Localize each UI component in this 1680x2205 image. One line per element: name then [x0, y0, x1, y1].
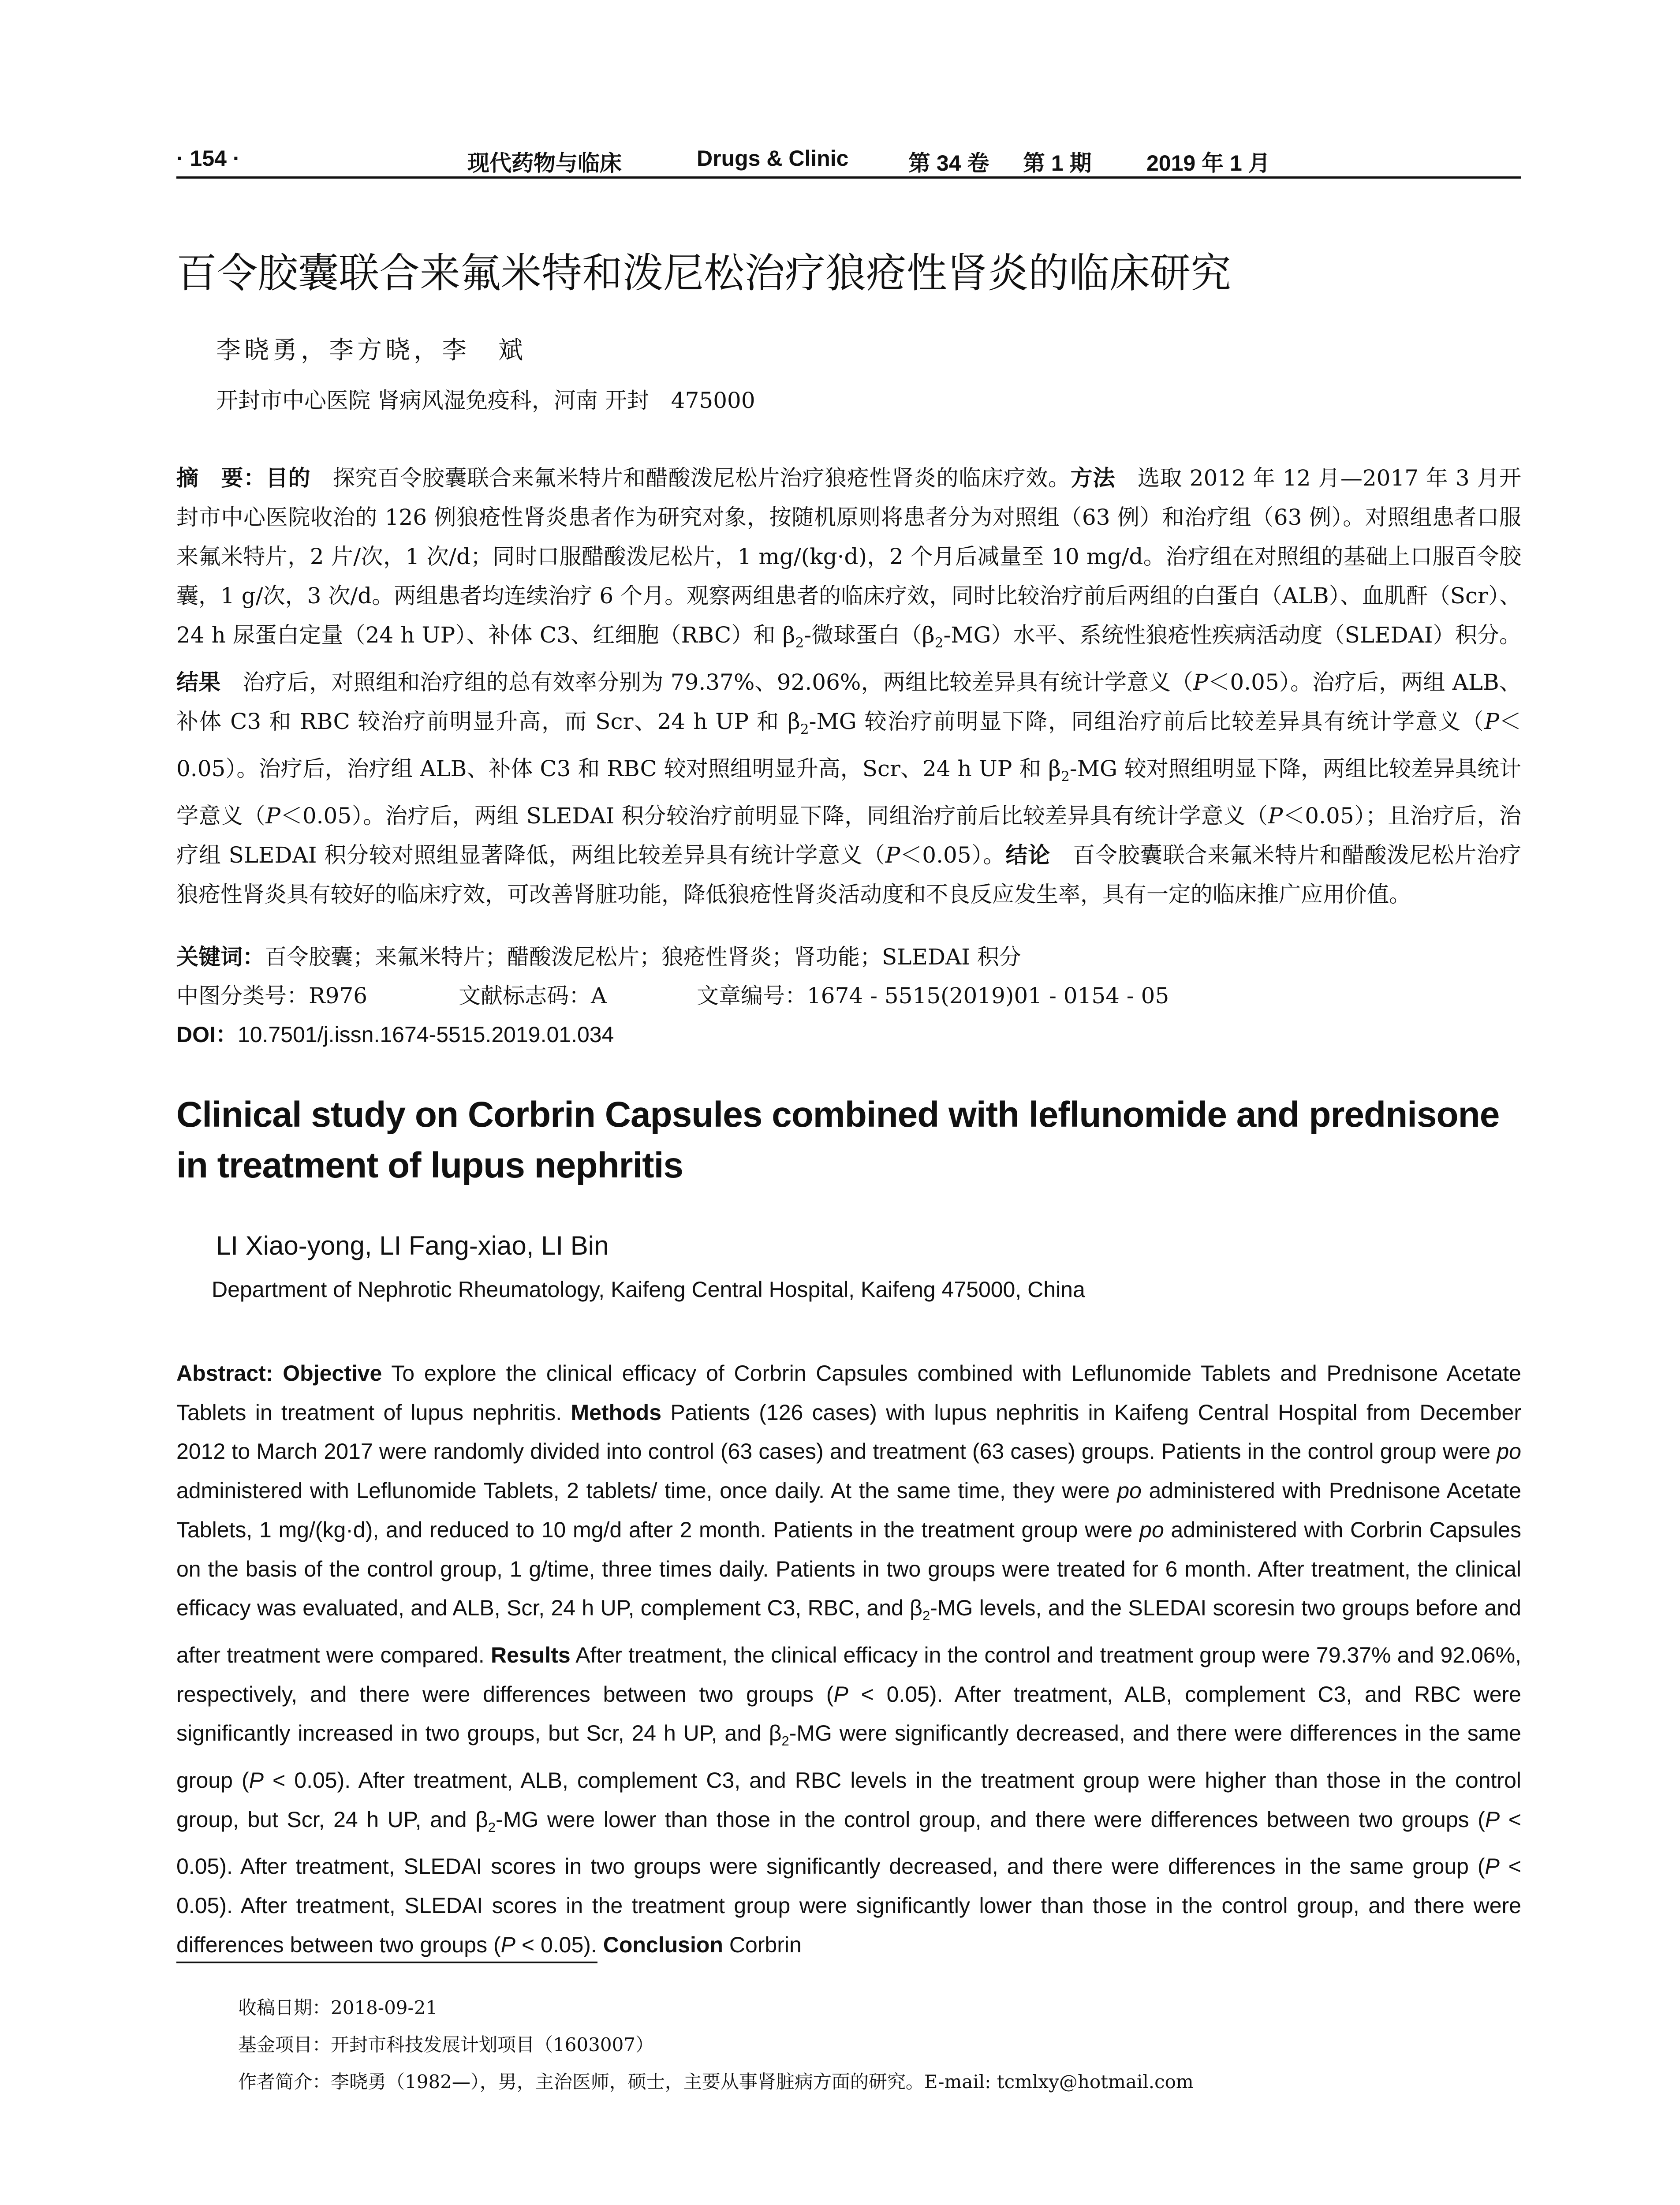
- conclusion-text-cn: 百令胶囊联合来氟米特片和醋酸泼尼松片治疗狼疮性肾炎具有较好的临床疗效，可改善肾脏功能，降低狼疮性肾炎活动度和不良反应发生率，具有一定的临床推广应用价值。: [176, 842, 1522, 907]
- p-value-symbol: P: [833, 1682, 848, 1707]
- footnote-fund: 基金项目：开封市科技发展计划项目（1603007）: [238, 2034, 654, 2056]
- issue: 第 1 期: [1023, 151, 1092, 176]
- results-text-cn: 治疗后，对照组和治疗组的总有效率分别为 79.37%、92.06%，两组比较差异具有统计学意义（: [220, 669, 1193, 695]
- results-label-cn: 结果: [176, 669, 221, 695]
- p-value-symbol: P: [500, 1932, 515, 1957]
- p-value-symbol: P: [265, 803, 280, 829]
- footnote-received: 收稿日期：2018-09-21: [238, 1997, 438, 2018]
- conclusion-label-en: Conclusion: [603, 1932, 723, 1957]
- issue-date: 2019 年 1 月: [1146, 151, 1270, 176]
- results-text-cn: ＜0.05）。治疗后，两组 SLEDAI 积分较治疗前明显下降，同组治疗前后比较差异具有统计学意义（: [280, 803, 1268, 829]
- authors-cn: 李晓勇，李方晓，李 斌: [216, 336, 526, 365]
- clc-number: 中图分类号：R976: [176, 983, 368, 1009]
- methods-text-en: administered with Prednisone Acetate Tablets, 1 mg/(kg·d), and reduced to 10 mg/d after 2 month. Patients in the treatment group were: [176, 1478, 1521, 1542]
- methods-text-cn: 选取 2012 年 12 月—2017 年 3 月开封市中心医院收治的 126 例狼疮性肾炎患者作为研究对象，按随机原则将患者分为对照组（63 例）和治疗组（63 例）。对照组患者口服来氟米特片，2 片/次，1 次/d；同时口服醋酸泼尼松片，1 mg/(kg·d)，2 个月后减量至 10 mg/d。治疗组在对照组的基础上口服百令胶囊，1 g/次，3 次/d。两组患者均连续治疗 6 个月。观察两组患者的临床疗效，同时比较治疗前后两组的白蛋白（ALB）、血肌酐（Scr）、24 h 尿蛋白定量（24 h UP）、补体 C3、红细胞（RBC）和 β: [176, 465, 1522, 648]
- conclusion-label-cn: 结论: [1005, 842, 1051, 868]
- methods-text-en: Patients (126 cases) with lupus nephritis in Kaifeng Central Hospital from December 2012 to March 2017 were randomly divided into control (63 cases) and treatment (63 cases) groups. Patients in the control group were: [176, 1400, 1521, 1464]
- article-title-en: Clinical study on Corbrin Capsules combined with leflunomide and prednisone in treatment of lupus nephritis: [176, 1095, 1500, 1185]
- methods-text-cn: -MG）水平、系统性狼疮性疾病活动度（SLEDAI）积分。: [943, 622, 1521, 648]
- results-text-en: < 0.05). After treatment, SLEDAI scores in the treatment group were significantly lower than those in the control group, and there were differences between two groups (: [176, 1854, 1521, 1957]
- results-text-en: -MG were lower than those in the control group, and there were differences between two groups (: [496, 1807, 1485, 1832]
- p-value-symbol: P: [249, 1768, 264, 1793]
- p-value-symbol: P: [885, 842, 900, 868]
- objective-label-cn: 目的: [265, 465, 311, 491]
- subscript: 2: [781, 1733, 789, 1749]
- results-text-en: < 0.05). After treatment, ALB, complement C3, and RBC were significantly increased in two groups, but Scr, 24 h UP, and β: [176, 1682, 1521, 1746]
- p-value-symbol: P: [1484, 709, 1499, 734]
- p-value-symbol: P: [1485, 1854, 1500, 1879]
- objective-text-en: To explore the clinical efficacy of Corbrin Capsules combined with Leflunomide Tablets and Prednisone Acetate Tablets in treatment of lupus nephritis.: [176, 1361, 1521, 1425]
- article-number: 文章编号：1674 - 5515(2019)01 - 0154 - 05: [697, 983, 1169, 1009]
- results-text-cn: ＜0.05）。治疗后，治疗组 ALB、补体 C3 和 RBC 较对照组明显升高，Scr、24 h UP 和 β: [176, 709, 1521, 781]
- objective-text-cn: 探究百令胶囊联合来氟米特片和醋酸泼尼松片治疗狼疮性肾炎的临床疗效。: [310, 465, 1071, 491]
- affiliation-cn: 开封市中心医院 肾病风湿免疫科，河南 开封 475000: [216, 388, 755, 413]
- methods-text-en: administered with Corbrin Capsules on the basis of the control group, 1 g/time, three times daily. Patients in two groups were treated for 6 month. After treatment, the clinical efficacy was evaluated, and ALB, Scr, 24 h UP, complement C3, RBC, and β: [176, 1517, 1521, 1621]
- po-abbrev: po: [1497, 1439, 1521, 1464]
- results-text-en: After treatment, the clinical efficacy in the control and treatment group were 79.37% and 92.06%, respectively, and there were differences between two groups (: [176, 1642, 1521, 1707]
- methods-label-en: Methods: [571, 1400, 662, 1425]
- keywords-cn: [176, 939, 1021, 971]
- methods-label-cn: 方法: [1070, 465, 1116, 491]
- po-abbrev: po: [1117, 1478, 1142, 1503]
- p-value-symbol: P: [1268, 803, 1283, 829]
- results-text-en: < 0.05).: [515, 1932, 597, 1957]
- methods-text-cn: -微球蛋白（β: [804, 622, 935, 648]
- results-text-en: < 0.05). After treatment, SLEDAI scores in two groups were significantly decreased, and there were differences in the same group (: [176, 1807, 1521, 1879]
- abstract-cn: [176, 459, 1521, 914]
- footnote-rule: [176, 1962, 597, 1963]
- results-text-cn: -MG 较治疗前明显下降，同组治疗前后比较差异具有统计学意义（: [809, 709, 1485, 734]
- p-value-symbol: P: [1485, 1807, 1500, 1832]
- doi-value[interactable]: 10.7501/j.issn.1674-5515.2019.01.034: [237, 1022, 614, 1047]
- results-text-cn: ＜0.05）；且治疗后，治疗组 SLEDAI 积分较对照组显著降低，两组比较差异具有统计学意义（: [176, 803, 1521, 868]
- results-text-cn: ＜0.05）。: [900, 842, 1006, 868]
- objective-label-en: Objective: [283, 1361, 382, 1386]
- results-text-cn: ＜0.05）。治疗后，两组 ALB、补体 C3 和 RBC 较治疗前明显升高，而 Scr、24 h UP 和 β: [176, 669, 1521, 734]
- article-title-cn: 百令胶囊联合来氟米特和泼尼松治疗狼疮性肾炎的临床研究: [176, 250, 1232, 297]
- conclusion-text-en: Corbrin: [723, 1932, 802, 1957]
- document-code: 文献标志码：A: [459, 983, 607, 1009]
- volume: 第 34 卷: [908, 151, 989, 176]
- subscript: 2: [922, 1608, 930, 1624]
- subscript: 2: [1061, 769, 1070, 785]
- subscript: 2: [488, 1819, 496, 1835]
- subscript: 2: [800, 721, 809, 737]
- subscript: 2: [795, 635, 804, 651]
- results-text-en: -MG were significantly decreased, and there were differences in the same group (: [176, 1721, 1521, 1793]
- po-abbrev: po: [1139, 1517, 1164, 1542]
- results-text-cn: -MG 较对照组明显下降，两组比较差异具统计学意义（: [176, 756, 1521, 829]
- footnote-author-bio: 作者简介：李晓勇（1982—），男，主治医师，硕士，主要从事肾脏病方面的研究。E-mail: tcmlxy@hotmail.com: [238, 2071, 1194, 2093]
- journal-name-en: Drugs & Clinic: [697, 146, 849, 171]
- results-label-en: Results: [491, 1642, 571, 1667]
- results-text-en: < 0.05). After treatment, ALB, complement C3, and RBC levels in the treatment group were higher than those in the control group, but Scr, 24 h UP, and β: [176, 1768, 1521, 1832]
- authors-en: LI Xiao-yong, LI Fang-xiao, LI Bin: [216, 1231, 609, 1260]
- keywords-label: 关键词：: [176, 944, 265, 970]
- page-number: · 154 ·: [176, 146, 240, 171]
- journal-name-cn: 现代药物与临床: [467, 150, 622, 176]
- methods-text-en: administered with Leflunomide Tablets, 2 tablets/ time, once daily. At the same time, they were: [176, 1478, 1117, 1503]
- doi-line: [176, 1017, 614, 1049]
- abstract-en: [176, 1354, 1521, 1965]
- abstract-label-en: Abstract:: [176, 1361, 273, 1386]
- abstract-label-cn: 摘 要：: [176, 465, 266, 491]
- header-rule: [176, 176, 1521, 179]
- keywords-text: 百令胶囊；来氟米特片；醋酸泼尼松片；狼疮性肾炎；肾功能；SLEDAI 积分: [265, 944, 1021, 970]
- doi-label: DOI：: [176, 1022, 238, 1047]
- subscript: 2: [934, 635, 944, 651]
- affiliation-en: Department of Nephrotic Rheumatology, Kaifeng Central Hospital, Kaifeng 475000, China: [212, 1277, 1085, 1302]
- p-value-symbol: P: [1193, 669, 1208, 695]
- methods-text-en: -MG levels, and the SLEDAI scoresin two groups before and after treatment were compared.: [176, 1596, 1521, 1667]
